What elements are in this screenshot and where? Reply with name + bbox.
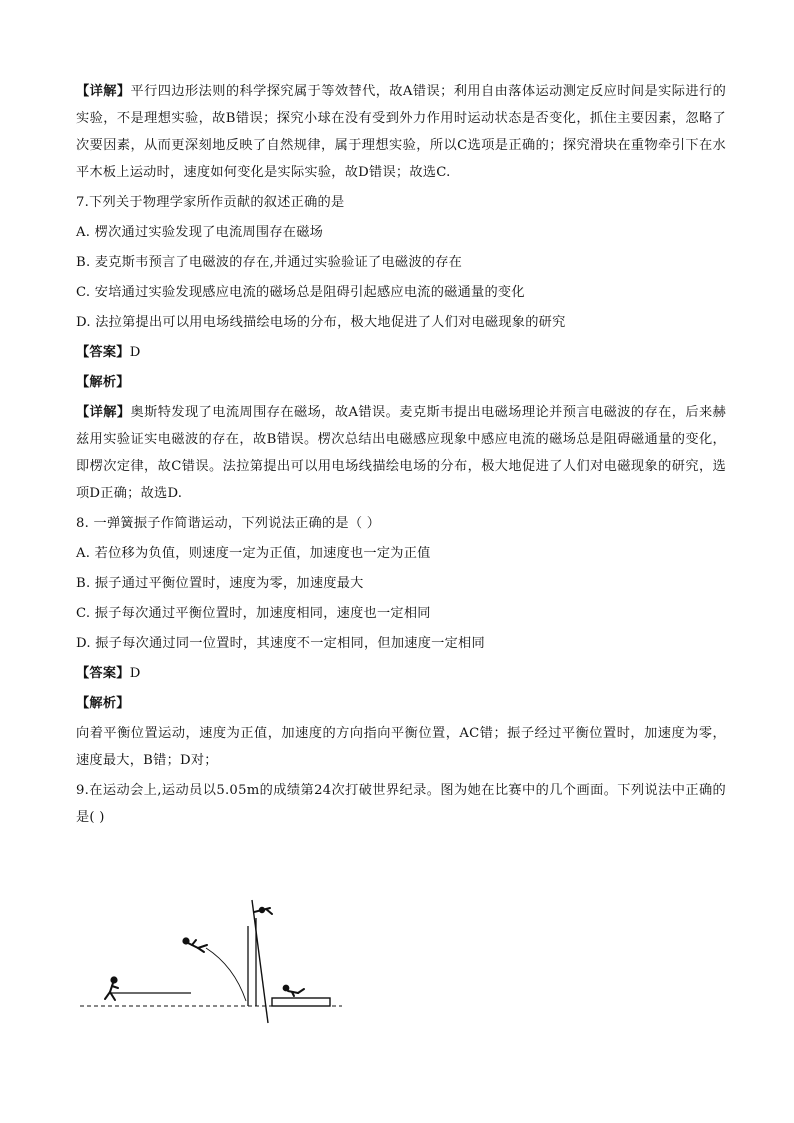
landing-mat bbox=[272, 998, 330, 1006]
option-text: D. 振子每次通过同一位置时，其速度不一定相同，但加速度一定相同 bbox=[76, 636, 485, 651]
answer-tag: 【答案】 bbox=[76, 666, 130, 681]
question-7-analysis-heading bbox=[76, 369, 726, 396]
question-8-text: 8. 一弹簧振子作简谐运动，下列说法正确的是（ ） bbox=[76, 516, 381, 531]
question-9-text: 9.在运动会上,运动员以5.05m的成绩第24次打破世界纪录。图为她在比赛中的几个画面。下列说法中正确的是( ) bbox=[76, 783, 726, 825]
option-text: C. 振子每次通过平衡位置时，加速度相同，速度也一定相同 bbox=[76, 606, 431, 621]
document-body bbox=[76, 78, 726, 834]
question-7-option-a bbox=[76, 219, 726, 246]
answer-tag: 【答案】 bbox=[76, 345, 130, 360]
question-8-analysis-body bbox=[76, 720, 726, 774]
vaulter-over-bar-figure bbox=[254, 908, 272, 914]
option-text: A. 楞次通过实验发现了电流周围存在磁场 bbox=[76, 225, 324, 240]
question-8-option-d bbox=[76, 630, 726, 657]
pole-line bbox=[252, 900, 268, 1023]
explanation-paragraph-6 bbox=[76, 78, 726, 186]
question-8-option-b bbox=[76, 570, 726, 597]
detail-tag: 【详解】 bbox=[76, 84, 131, 99]
option-text: B. 振子通过平衡位置时，速度为零，加速度最大 bbox=[76, 576, 364, 591]
analysis-tag: 【解析】 bbox=[76, 696, 130, 711]
explanation-paragraph-7 bbox=[76, 399, 726, 507]
question-7-option-b bbox=[76, 249, 726, 276]
pole-vault-figure bbox=[76, 888, 346, 1030]
question-8-stem bbox=[76, 510, 726, 537]
option-text: B. 麦克斯韦预言了电磁波的存在,并通过实验验证了电磁波的存在 bbox=[76, 255, 463, 270]
question-7-text: 7.下列关于物理学家所作贡献的叙述正确的是 bbox=[76, 195, 345, 210]
jumper-midair-figure bbox=[183, 938, 207, 952]
question-8-option-a bbox=[76, 540, 726, 567]
option-text: C. 安培通过实验发现感应电流的磁场总是阻碍引起感应电流的磁通量的变化 bbox=[76, 285, 525, 300]
flight-trajectory-arc bbox=[206, 948, 246, 1001]
detail-tag: 【详解】 bbox=[76, 405, 131, 420]
analysis-tag: 【解析】 bbox=[76, 375, 130, 390]
question-9-stem bbox=[76, 777, 726, 831]
question-7-option-d bbox=[76, 309, 726, 336]
explanation-text: 平行四边形法则的科学探究属于等效替代，故A错误；利用自由落体运动测定反应时间是实际进行的实验，不是理想实验，故B错误；探究小球在没有受到外力作用时运动状态是否变化，抓住主要因素，忽略了次要因素，从而更深刻地反映了自然规律，属于理想实验，所以C选项是正确的；探究滑块在重物牵引下在水平木板上运动时，速度如何变化是实际实验，故D错误；故选C. bbox=[76, 84, 727, 180]
analysis-body-text: 向着平衡位置运动，速度为正值，加速度的方向指向平衡位置，AC错；振子经过平衡位置时，加速度为零，速度最大，B错；D对； bbox=[76, 726, 726, 768]
explanation-text: 奥斯特发现了电流周围存在磁场，故A错误。麦克斯韦提出电磁场理论并预言电磁波的存在，后来赫兹用实验证实电磁波的存在，故B错误。楞次总结出电磁感应现象中感应电流的磁场总是阻碍磁通量的变化，即楞次定律，故C错误。法拉第提出可以用电场线描绘电场的分布，极大地促进了人们对电磁现象的研究，选项D正确；故选D. bbox=[76, 405, 727, 501]
question-7-option-c bbox=[76, 279, 726, 306]
question-7-answer bbox=[76, 339, 726, 366]
question-8-analysis-heading bbox=[76, 690, 726, 717]
landed-athlete-figure bbox=[284, 986, 304, 996]
question-8-option-c bbox=[76, 600, 726, 627]
question-7-stem bbox=[76, 189, 726, 216]
option-text: A. 若位移为负值，则速度一定为正值，加速度也一定为正值 bbox=[76, 546, 431, 561]
answer-value: D bbox=[129, 345, 141, 360]
runner-figure bbox=[105, 977, 118, 1000]
answer-value: D bbox=[129, 666, 141, 681]
option-text: D. 法拉第提出可以用电场线描绘电场的分布，极大地促进了人们对电磁现象的研究 bbox=[76, 315, 566, 330]
question-8-answer bbox=[76, 660, 726, 687]
